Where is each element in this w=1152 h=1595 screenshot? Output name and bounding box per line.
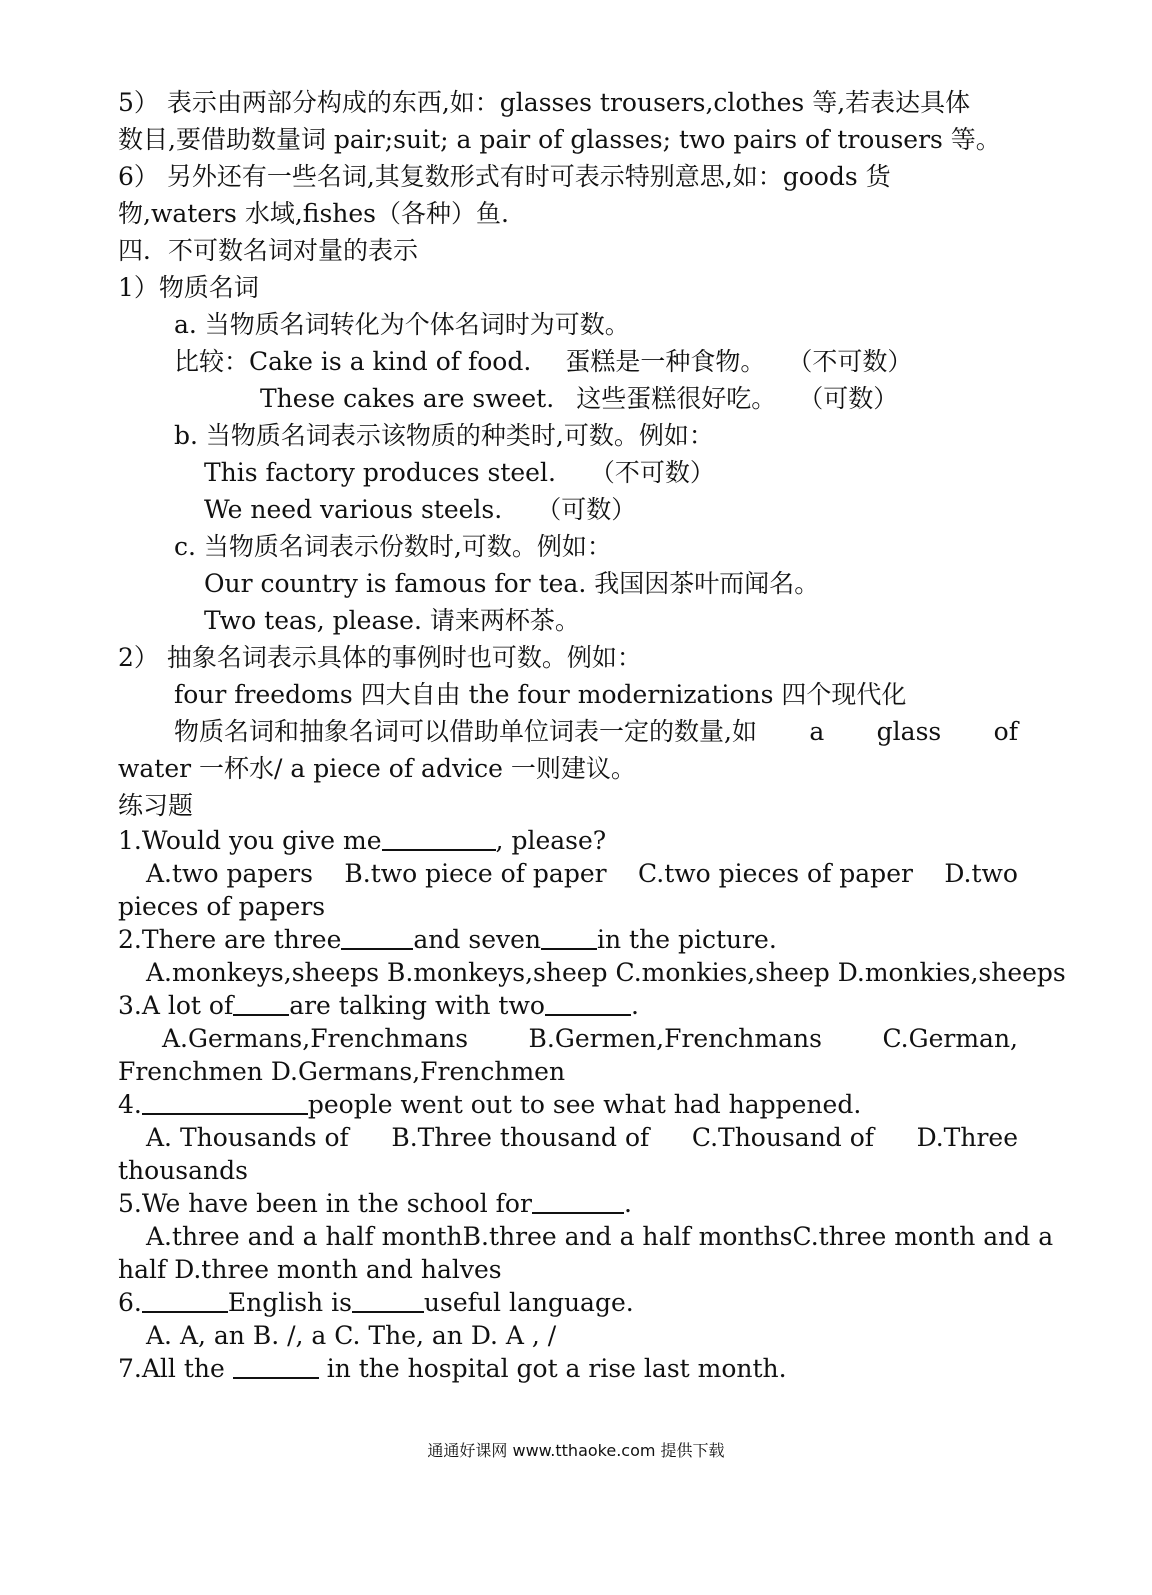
compare-1-english: 比较：Cake is a kind of food. [174,347,532,376]
question-3: 3.A lot of are talking with two . [118,991,639,1020]
compare-line-2 [118,380,1018,417]
rule-b: b. 当物质名词表示该物质的种类时,可数。例如： [174,421,714,450]
answer-blank [382,825,496,851]
question-5-options-wrap: half D.three month and halves [118,1255,502,1284]
rule-b-example-1: This factory produces steel. （不可数） [204,458,715,487]
question-7: 7.All the in the hospital got a rise last month. [118,1354,787,1383]
rule-b-example-2: We need various steels. （可数） [204,495,637,524]
note-6-line-2: 物,waters 水域,fishes（各种）鱼. [118,199,509,228]
rule-c-example-2: Two teas, please. 请来两杯茶。 [204,606,580,635]
unit-word-line-2: water 一杯水/ a piece of advice 一则建议。 [118,754,636,783]
compare-2-english: These cakes are sweet. [260,384,555,413]
compare-2-chinese: 这些蛋糕很好吃。 [576,384,777,413]
answer-blank [545,990,631,1016]
question-1-options: A.two papers B.two piece of paper C.two pieces of paper D.two [146,859,1018,888]
question-5: 5.We have been in the school for . [118,1189,632,1218]
question-4-options-wrap: thousands [118,1156,248,1185]
question-2-options: A.monkeys,sheeps B.monkeys,sheep C.monkies,sheep D.monkies,sheeps [146,958,1066,987]
question-6-options: A. A, an B. /, a C. The, an D. A , / [146,1321,557,1350]
question-6: 6. English is useful language. [118,1288,634,1317]
unit-word-line-1: 物质名词和抽象名词可以借助单位词表一定的数量,如 a glass of [174,717,1018,746]
subsection-1-heading: 1）物质名词 [118,273,259,302]
question-1-options-wrap: pieces of papers [118,892,326,921]
answer-blank [233,1353,319,1379]
compare-1-chinese: 蛋糕是一种食物。 [565,347,766,376]
answer-blank [532,1188,624,1214]
note-5-line-2: 数目,要借助数量词 pair;suit; a pair of glasses; two pairs of trousers 等。 [118,125,1001,154]
answer-blank [541,924,597,950]
answer-blank [341,924,413,950]
rule-a: a. 当物质名词转化为个体名词时为可数。 [174,310,630,339]
subsection-2-heading: 2） 抽象名词表示具体的事例时也可数。例如： [118,643,642,672]
answer-blank [233,990,289,1016]
note-6-line-1: 6） 另外还有一些名词,其复数形式有时可表示特别意思,如：goods 货 [118,162,891,191]
compare-line-1 [118,343,1018,380]
rule-c: c. 当物质名词表示份数时,可数。例如： [174,532,612,561]
question-1: 1.Would you give me , please? [118,826,607,855]
exercise-title: 练习题 [118,791,194,820]
rule-c-example-1: Our country is famous for tea. 我国因茶叶而闻名。 [204,569,820,598]
question-4-options: A. Thousands of B.Three thousand of C.Thousand of D.Three [146,1123,1018,1152]
answer-blank [142,1089,308,1115]
subsection-2-example: four freedoms 四大自由 the four modernizations 四个现代化 [174,680,907,709]
question-3-options: A.Germans,Frenchmans B.Germen,Frenchmans C.German, [162,1024,1018,1053]
page-footer: 通通好课网 www.tthaoke.com 提供下载 [427,1441,725,1460]
question-3-options-wrap: Frenchmen D.Germans,Frenchmen [118,1057,566,1086]
section-4-heading: 四．不可数名词对量的表示 [118,236,419,265]
question-2: 2.There are three and seven in the picture. [118,925,777,954]
question-4: 4. people went out to see what had happened. [118,1090,862,1119]
compare-1-tag: （不可数） [787,347,913,376]
note-5-line-1: 5） 表示由两部分构成的东西,如：glasses trousers,clothes 等,若表达具体 [118,88,971,117]
compare-2-tag: （可数） [798,384,899,413]
document-body [118,84,1066,1385]
question-5-options: A.three and a half month B.three and a half months C.three month and a [146,1222,1054,1251]
answer-blank [352,1287,424,1313]
answer-blank [142,1287,228,1313]
